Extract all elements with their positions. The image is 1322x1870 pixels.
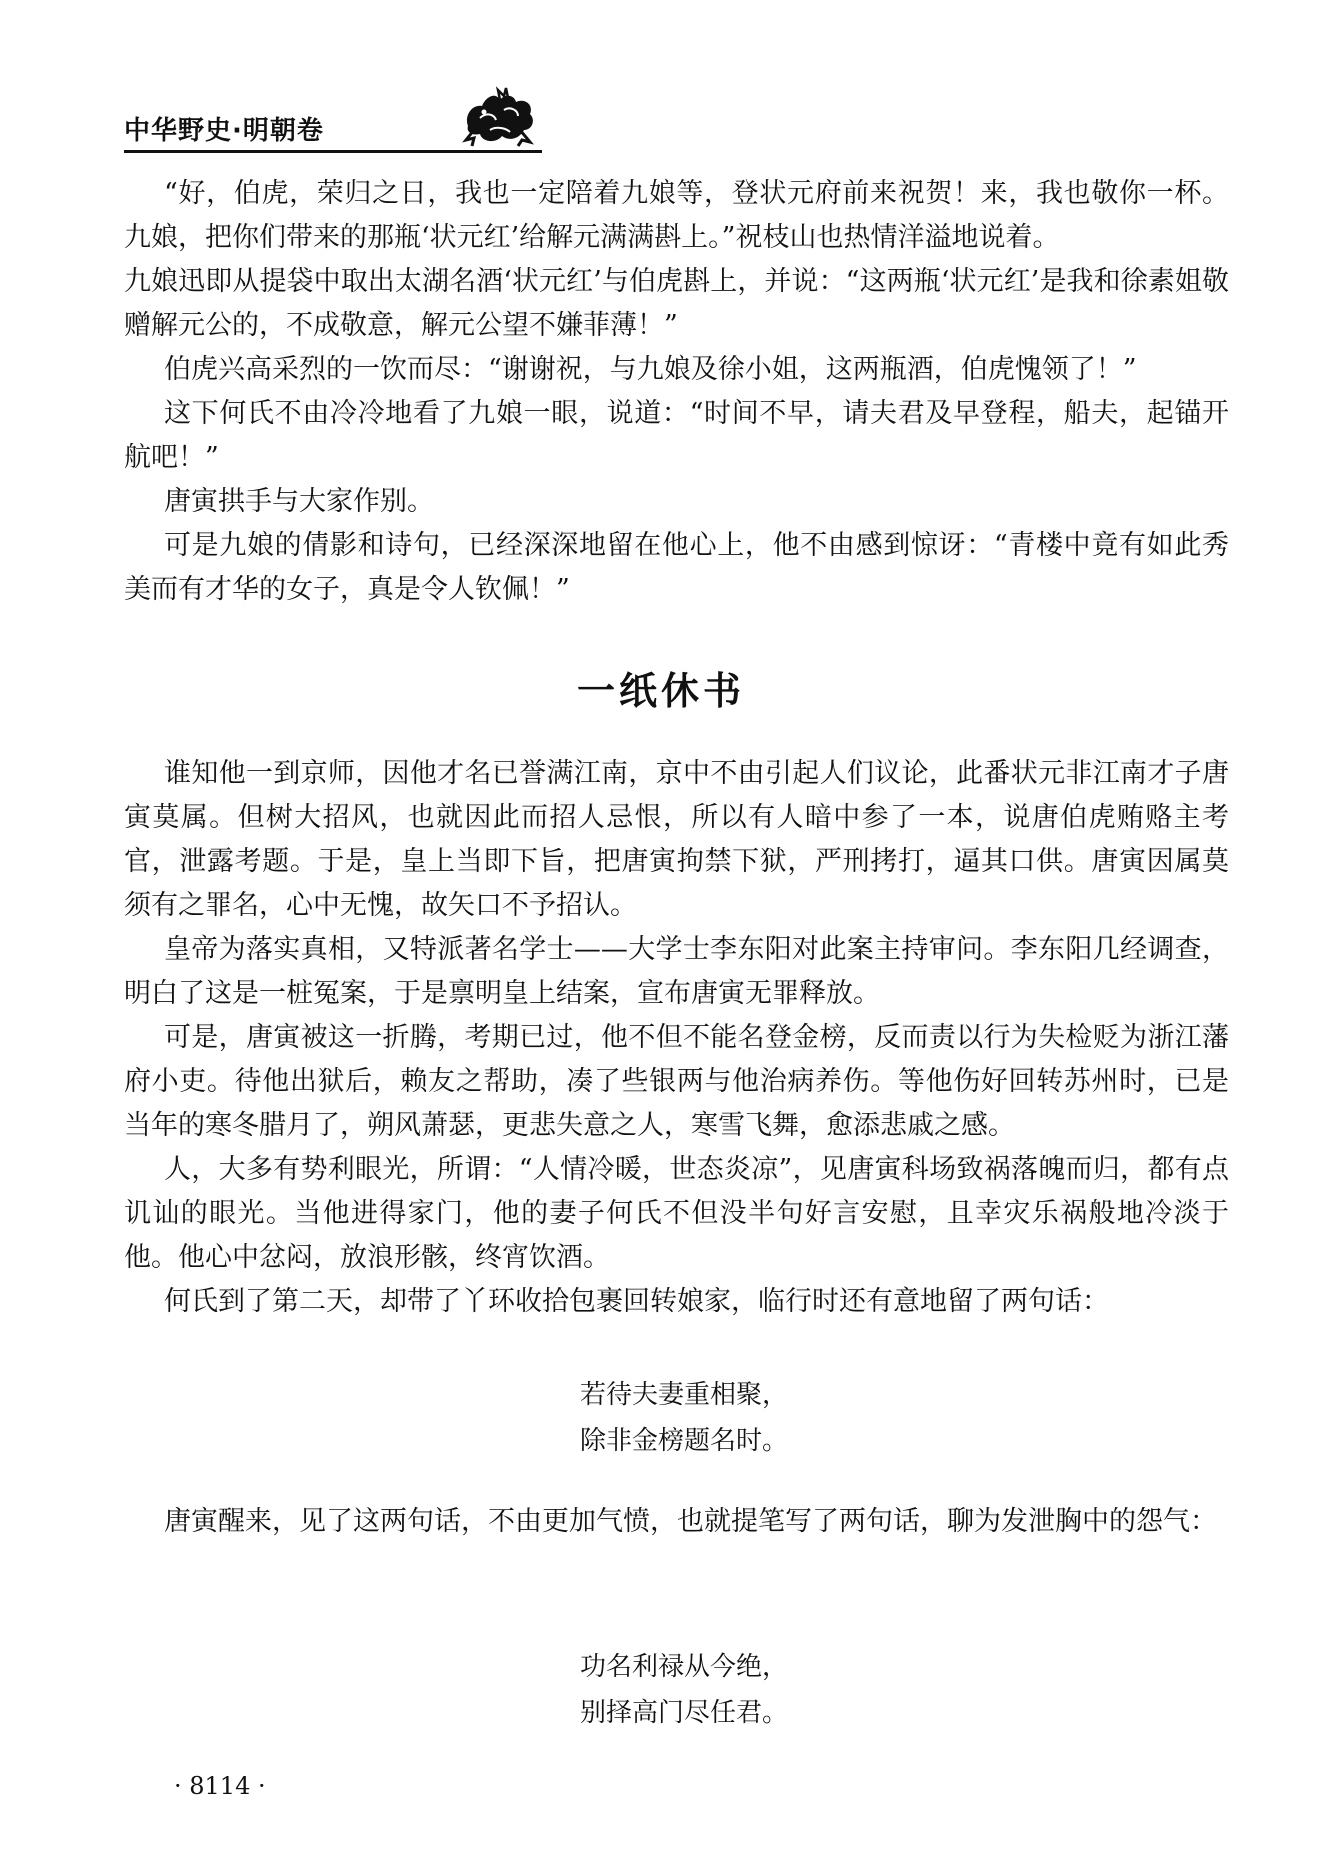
body-text-section-2 [124, 752, 1229, 1324]
paragraph: 唐寅拱手与大家作别。 [164, 486, 434, 517]
paragraph: 谁知他一到京师，因他才名已誉满江南，京中不由引起人们议论，此番状元非江南才子唐寅莫属。但树大招风，也就因此而招人忌恨，所以有人暗中参了一本，说唐伯虎贿赂主考官，泄露考题。于是，皇上当即下旨，把唐寅拘禁下狱，严刑拷打，逼其口供。唐寅因属莫须有之罪名，心中无愧，故矢口不予招认。 [124, 758, 1229, 921]
paragraph: 伯虎兴高采烈的一饮而尽：“谢谢祝，与九娘及徐小姐，这两瓶酒，伯虎愧领了！” [164, 354, 1137, 385]
running-header [124, 86, 544, 156]
paragraph: 九娘迅即从提袋中取出太湖名酒‘状元红’与伯虎斟上，并说：“这两瓶‘状元红’是我和徐素姐敬赠解元公的，不成敬意，解元公望不嫌菲薄！” [124, 266, 1229, 341]
chapter-title: 一纸休书 [576, 669, 745, 713]
poem-line: 若待夫妻重相聚， [580, 1380, 789, 1410]
header-rule [124, 150, 542, 153]
paragraph: 何氏到了第二天，却带了丫环收拾包裹回转娘家，临行时还有意地留了两句话： [164, 1286, 1109, 1317]
poem-line: 功名利禄从今绝， [580, 1652, 789, 1682]
poem-line: 别择高门尽任君。 [580, 1698, 789, 1728]
dragon-logo-icon [460, 86, 540, 148]
book-title: 中华野史·明朝卷 [124, 116, 324, 146]
page-number: · 8114 · [174, 1772, 266, 1800]
paragraph: 可是九娘的倩影和诗句，已经深深地留在他心上，他不由感到惊讶：“青楼中竟有如此秀美而有才华的女子，真是令人钦佩！” [124, 530, 1229, 605]
poem-couplet [580, 1644, 788, 1736]
body-text-section-3 [124, 1500, 1229, 1544]
paragraph: 可是，唐寅被这一折腾，考期已过，他不但不能名登金榜，反而责以行为失检贬为浙江藩府小吏。待他出狱后，赖友之帮助，凑了些银两与他治病养伤。等他伤好回转苏州时，已是当年的寒冬腊月了，朔风萧瑟，更悲失意之人，寒雪飞舞，愈添悲戚之感。 [124, 1022, 1229, 1141]
poem-line: 除非金榜题名时。 [580, 1426, 789, 1456]
paragraph: 这下何氏不由冷冷地看了九娘一眼，说道：“时间不早，请夫君及早登程，船夫，起锚开航吧！” [124, 398, 1229, 473]
paragraph: 人，大多有势利眼光，所谓：“人情冷暖，世态炎凉”，见唐寅科场致祸落魄而归，都有点讥讪的眼光。当他进得家门，他的妻子何氏不但没半句好言安慰，且幸灾乐祸般地冷淡于他。他心中忿闷，放浪形骸，终宵饮酒。 [124, 1154, 1229, 1273]
paragraph: “好，伯虎，荣归之日，我也一定陪着九娘等，登状元府前来祝贺！来，我也敬你一杯。九娘，把你们带来的那瓶‘状元红’给解元满满斟上。”祝枝山也热情洋溢地说着。 [124, 178, 1229, 253]
poem-couplet [580, 1372, 788, 1464]
paragraph: 唐寅醒来，见了这两句话，不由更加气愤，也就提笔写了两句话，聊为发泄胸中的怨气： [164, 1506, 1217, 1537]
paragraph: 皇帝为落实真相，又特派著名学士——大学士李东阳对此案主持审问。李东阳几经调查，明白了这是一桩冤案，于是禀明皇上结案，宣布唐寅无罪释放。 [124, 934, 1229, 1009]
body-text-section-1 [124, 172, 1229, 612]
